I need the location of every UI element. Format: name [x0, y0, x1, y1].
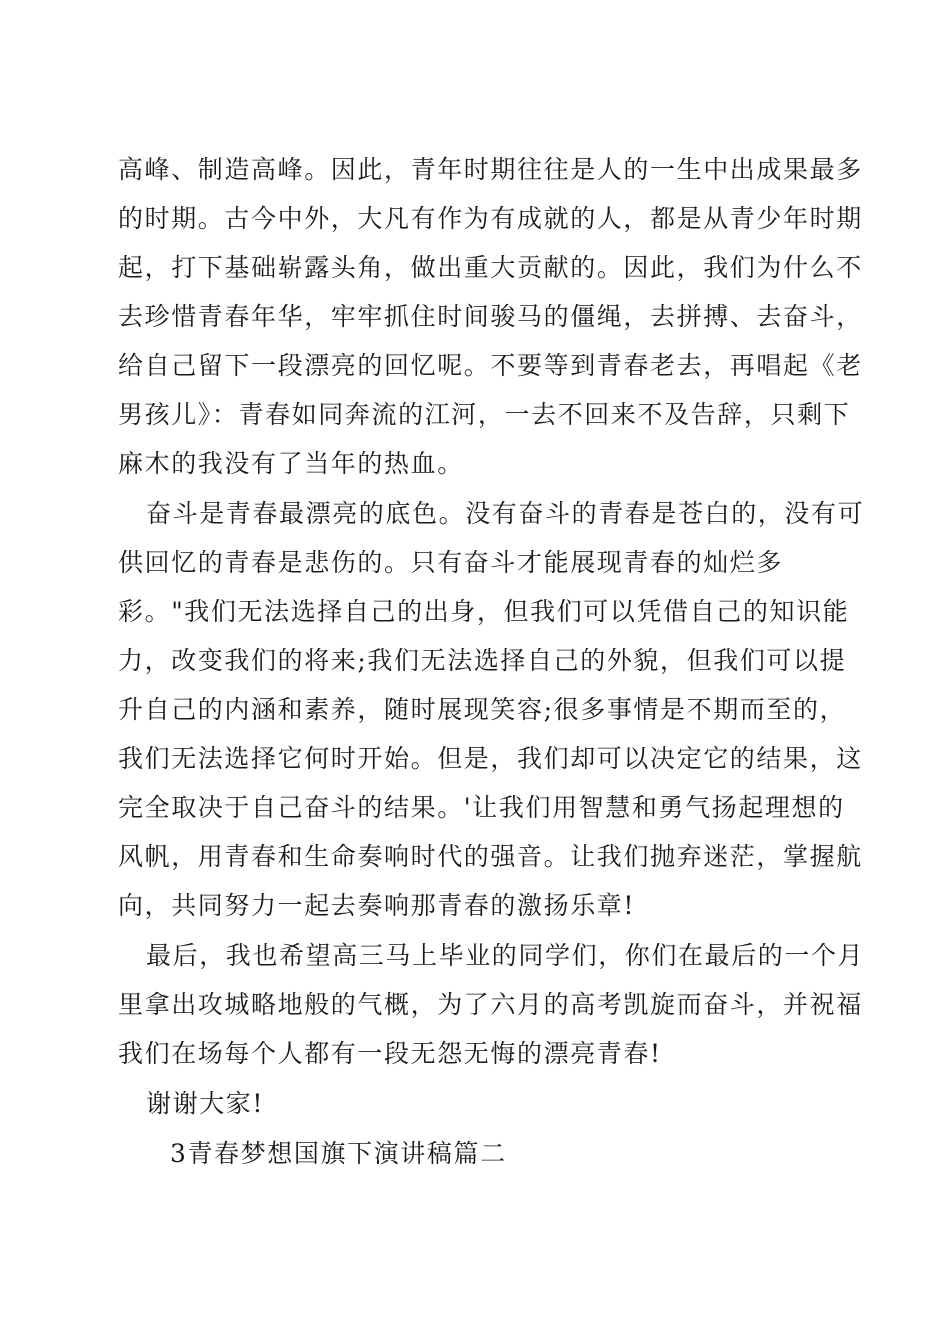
paragraph-line: 的时期。古今中外，大凡有作为有成就的人，都是从青少年时期 — [118, 204, 863, 233]
paragraph-line: 向，共同努力一起去奏响那青春的激扬乐章! — [118, 891, 636, 920]
paragraph-line: 男孩儿》：青春如同奔流的江河，一去不回来不及告辞，只剩下 — [118, 400, 851, 429]
paragraph-line: 给自己留下一段漂亮的回忆呢。不要等到青春老去，再唱起《老 — [118, 351, 863, 380]
paragraph-line: 风帆，用青春和生命奏响时代的强音。让我们抛弃迷茫，掌握航 — [118, 842, 863, 871]
closing-line: 谢谢大家! — [146, 1089, 265, 1118]
paragraph-line: 我们在场每个人都有一段无怨无悔的漂亮青春! — [118, 1039, 662, 1068]
paragraph-line: 彩。"我们无法选择自己的出身，但我们可以凭借自己的知识能 — [118, 597, 850, 626]
paragraph-line: 最后，我也希望高三马上毕业的同学们，你们在最后的一个月 — [146, 941, 865, 970]
paragraph-line: 我们无法选择它何时开始。但是，我们却可以决定它的结果，这 — [118, 744, 863, 773]
paragraph-line: 供回忆的青春是悲伤的。只有奋斗才能展现青春的灿烂多 — [118, 548, 784, 577]
paragraph-line: 麻木的我没有了当年的热血。 — [118, 449, 464, 478]
paragraph-line: 完全取决于自己奋斗的结果。'让我们用智慧和勇气扬起理想的 — [118, 793, 845, 822]
paragraph-line: 去珍惜青春年华，牢牢抓住时间骏马的僵绳，去拼搏、去奋斗， — [118, 302, 863, 331]
paragraph-line: 高峰、制造高峰。因此，青年时期往往是人的一生中出成果最多 — [118, 155, 863, 184]
paragraph-line: 起，打下基础崭露头角，做出重大贡献的。因此，我们为什么不 — [118, 253, 863, 282]
section-heading: 3青春梦想国旗下演讲稿篇二 — [170, 1139, 507, 1168]
paragraph-line: 力，改变我们的将来;我们无法选择自己的外貌，但我们可以提 — [118, 646, 847, 675]
paragraph-line: 升自己的内涵和素养，随时展现笑容;很多事情是不期而至的， — [118, 695, 847, 724]
paragraph-line: 里拿出攻城略地般的气概，为了六月的高考凯旋而奋斗，并祝福 — [118, 990, 863, 1019]
paragraph-line: 奋斗是青春最漂亮的底色。没有奋斗的青春是苍白的，没有可 — [146, 499, 865, 528]
